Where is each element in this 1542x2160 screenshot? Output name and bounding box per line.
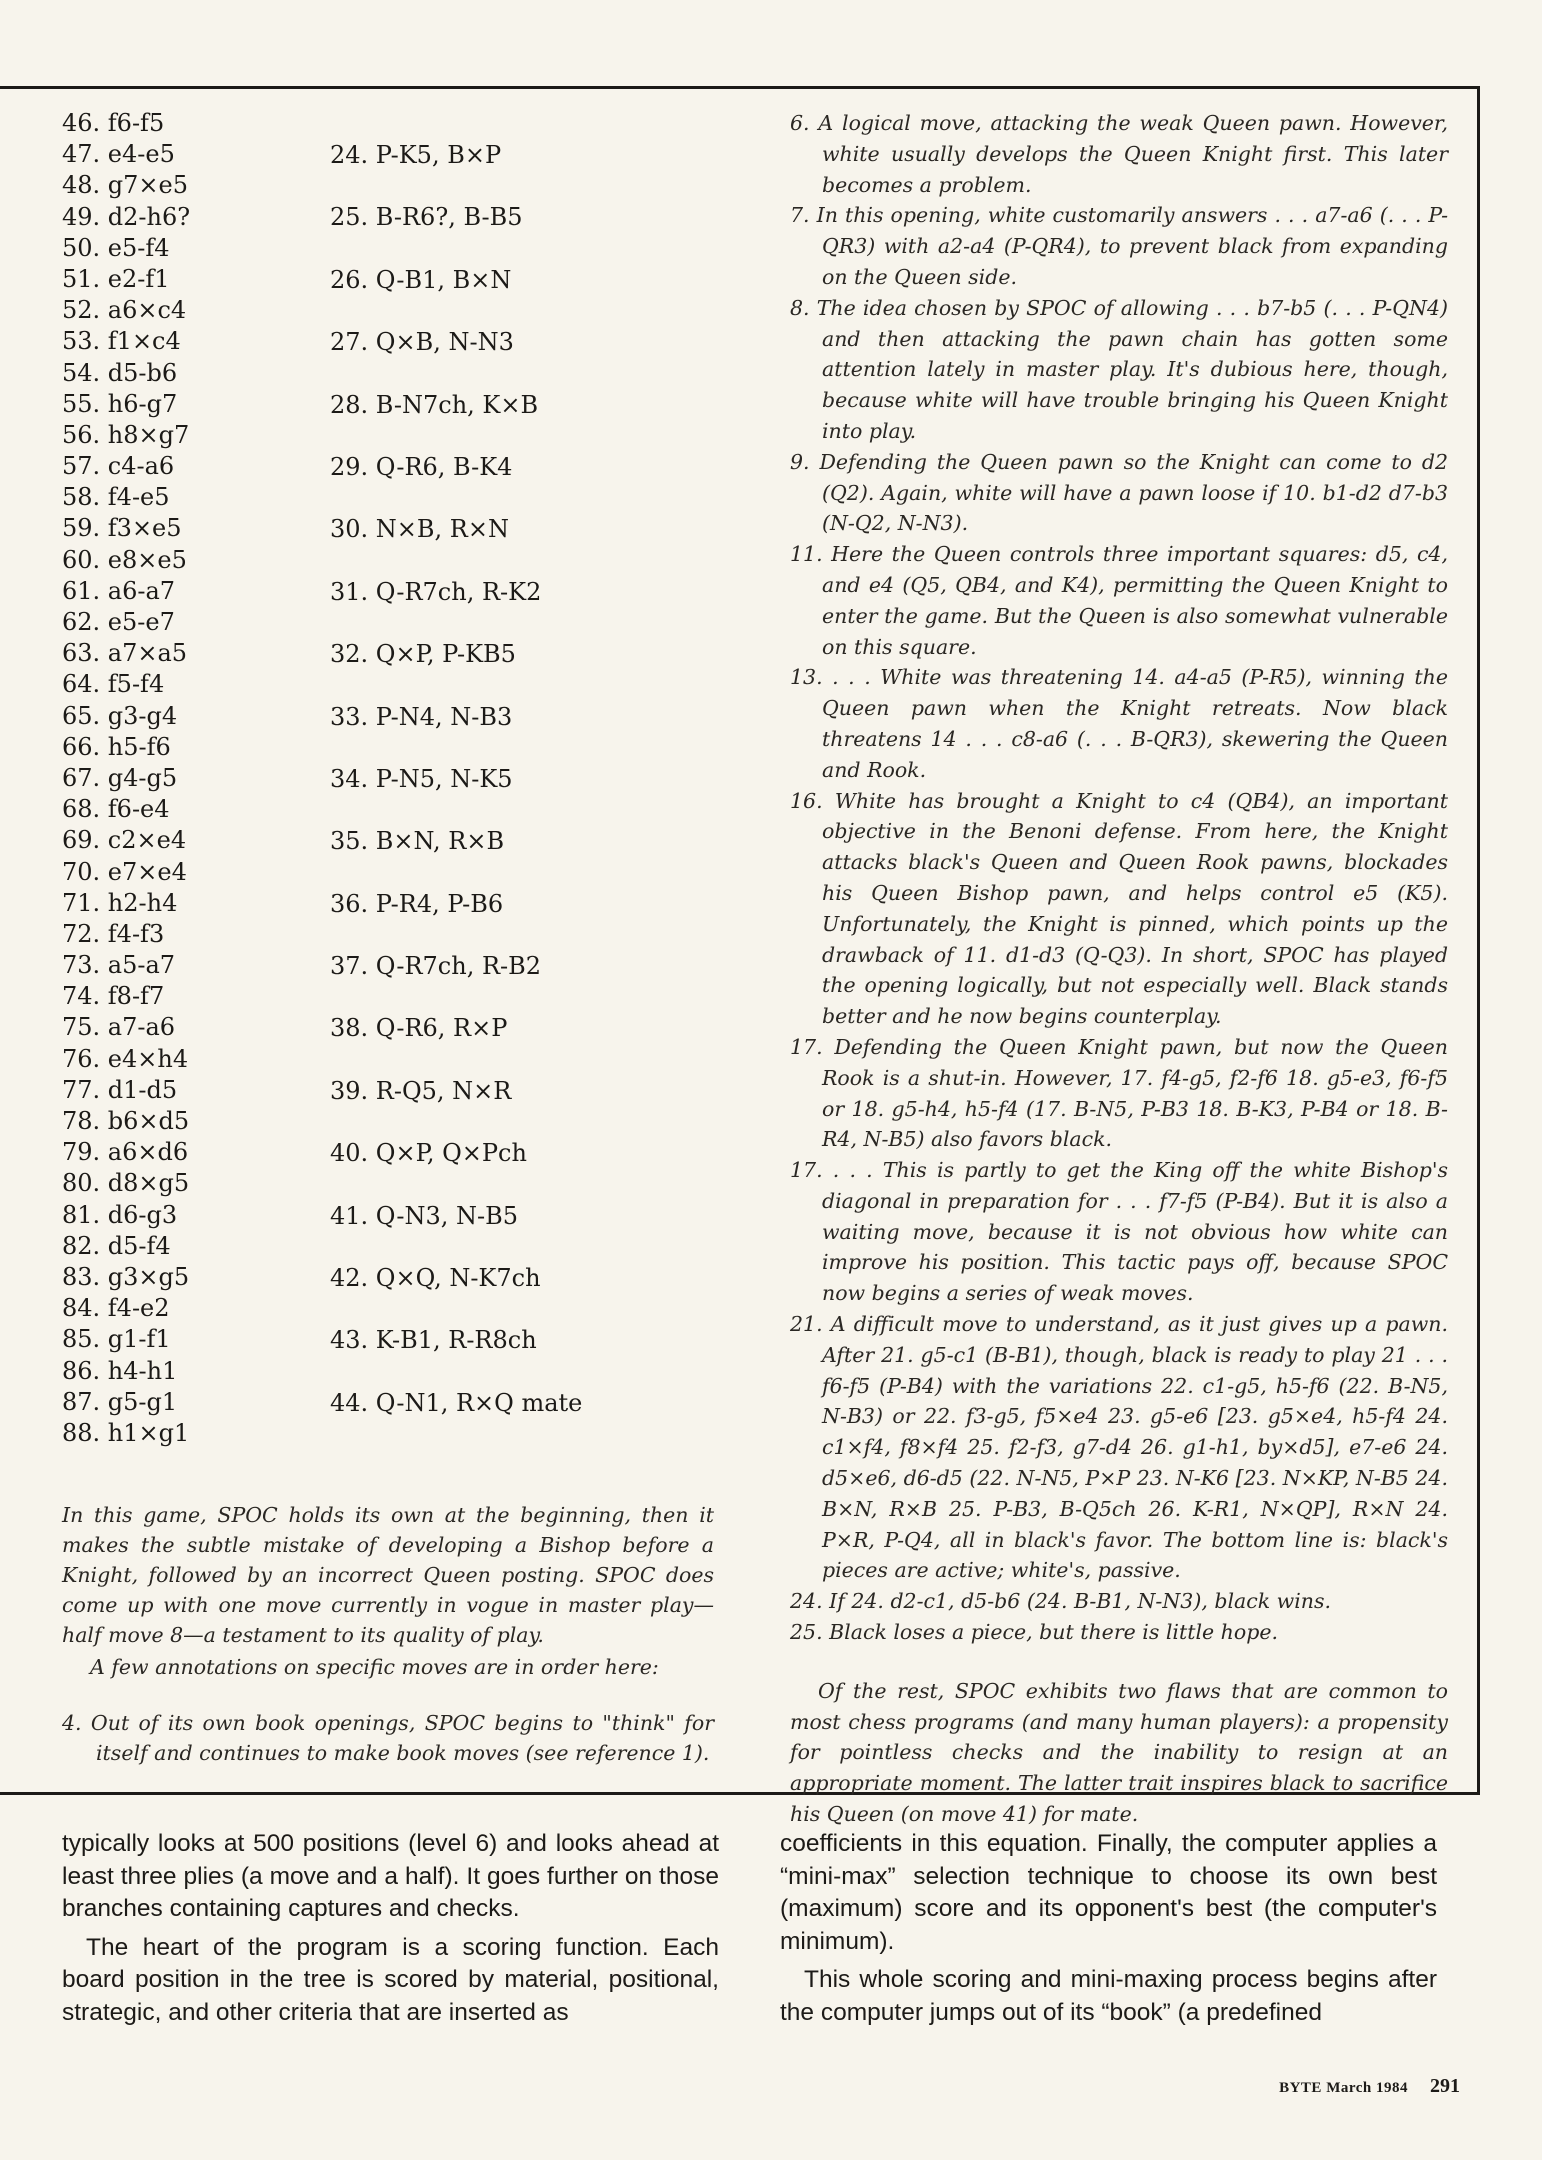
move-row: 52. a6×c4 <box>62 296 187 325</box>
move-row: 32. Q×P, P-KB5 <box>330 640 516 669</box>
move-row: 77. d1-d5 <box>62 1075 178 1104</box>
move-row: 74. f8-f7 <box>62 982 165 1011</box>
annotation-note: 8. The idea chosen by SPOC of allowing . . . b7-b5 (. . . P-QN4) and then attacking the pawn chain has gotten some attention lately in master play. It's dubious here, though, because white will have trouble bringing his Queen Knight into play. <box>790 295 1448 443</box>
move-row: 60. e8×e5 <box>62 545 187 574</box>
annotation-note: 7. In this opening, white customarily answers . . . a7-a6 (. . . P-QR3) with a2-a4 (P-QR4), to prevent black from expanding on the Queen side. <box>790 203 1448 289</box>
annotations-list <box>790 108 1448 1648</box>
move-row: 86. h4-h1 <box>62 1356 178 1385</box>
move-row: 43. K-B1, R-R8ch <box>330 1326 537 1355</box>
game-commentary <box>62 1500 714 1768</box>
move-row: 63. a7×a5 <box>62 639 188 668</box>
move-row: 46. f6-f5 <box>62 109 165 137</box>
page-footer <box>1220 2075 1460 2098</box>
move-row: 66. h5-f6 <box>62 732 171 761</box>
annotation-note: 17. Defending the Queen Knight pawn, but now the Queen Rook is a shut-in. However, 17. f4-g5, f2-f6 18. g5-e3, f6-f5 or 18. g5-h4, h5-f4 (17. B-N5, P-B3 18. B-K3, P-B4 or 18. B-R4, N-B5) also favors black. <box>790 1034 1448 1152</box>
move-row: 47. e4-e5 <box>62 140 175 169</box>
move-row: 53. f1×c4 <box>62 327 181 356</box>
annotation-note: 11. Here the Queen controls three important squares: d5, c4, and e4 (Q5, QB4, and K4), permitting the Queen Knight to enter the game. But the Queen is also somewhat vulnerable on this square. <box>790 542 1448 659</box>
move-row: 84. f4-e2 <box>62 1294 170 1323</box>
move-row: 37. Q-R7ch, R-B2 <box>330 952 542 981</box>
move-row: 62. e5-e7 <box>62 608 175 636</box>
move-row: 51. e2-f1 <box>62 264 170 293</box>
article-column-right <box>780 1828 1437 2029</box>
move-row: 88. h1×g1 <box>62 1418 190 1447</box>
move-row: 30. N×B, R×N <box>330 515 509 544</box>
move-row: 67. g4-g5 <box>62 763 178 792</box>
article-paragraph: typically looks at 500 positions (level 6) and looks ahead at least three plies (a move and a half). It goes further on those branches containing captures and checks. <box>62 1830 719 1922</box>
move-row: 35. B×N, R×B <box>330 827 505 856</box>
move-row: 39. R-Q5, N×R <box>330 1076 512 1105</box>
move-row: 80. d8×g5 <box>62 1169 190 1198</box>
article-column-left <box>62 1828 719 2029</box>
move-row: 33. P-N4, N-B3 <box>330 702 513 731</box>
move-row: 26. Q-B1, B×N <box>330 265 512 294</box>
move-row: 49. d2-h6? <box>62 202 191 231</box>
move-row: 56. h8×g7 <box>62 420 190 449</box>
right-rule <box>1477 86 1480 1795</box>
move-row: 68. f6-e4 <box>62 795 170 824</box>
commentary-paragraph: In this game, SPOC holds its own at the beginning, then it makes the subtle mistake of developing a Bishop before a Knight, followed by an incorrect Queen posting. SPOC does come up with one move currently in vogue in master play—half move 8—a testament to its quality of play. <box>62 1503 714 1647</box>
move-row: 69. c2×e4 <box>62 826 187 855</box>
move-row: 36. P-R4, P-B6 <box>330 889 504 918</box>
move-row: 28. B-N7ch, K×B <box>330 390 539 419</box>
move-row: 41. Q-N3, N-B5 <box>330 1201 519 1230</box>
move-row: 64. f5-f4 <box>62 670 165 699</box>
closing-paragraph: Of the rest, SPOC exhibits two flaws that are common to most chess programs (and many human players): a propensity for pointless checks and the inability to resign at an appropriate moment. The latter trait inspires black to sacrifice his Queen (on move 41) for mate. <box>790 1678 1448 1827</box>
full-moves-column <box>330 140 750 1450</box>
article-paragraph: This whole scoring and mini-maxing process begins after the computer jumps out of its “book” (a predefined <box>780 1966 1437 2026</box>
move-row: 34. P-N5, N-K5 <box>330 764 513 793</box>
move-row: 58. f4-e5 <box>62 483 170 512</box>
annotation-note: 21. A difficult move to understand, as it just gives up a pawn. After 21. g5-c1 (B-B1), though, black is ready to play 21 . . . f6-f5 (P-B4) with the variations 22. c1-g5, h5-f6 (22. B-N5, N-B3) or 22. f3-g5, f5×e4 23. g5-e6 [23. g5×e4, h5-f4 24. c1×f4, f8×f4 25. f2-f3, g7-d4 26. g1-h1, by×d5], e7-e6 24. d5×e6, d6-d5 (22. N-N5, P×P 23. N-K6 [23. N×KP, N-B5 24. B×N, R×B 25. P-B3, B-Q5ch 26. K-R1, N×QP], R×N 24. P×R, P-Q4, all in black's favor. The bottom line is: black's pieces are active; white's, passive. <box>790 1312 1448 1583</box>
annotation-note: 25. Black loses a piece, but there is little hope. <box>790 1620 1278 1645</box>
move-row: 82. d5-f4 <box>62 1231 171 1260</box>
move-row: 25. B-R6?, B-B5 <box>330 203 523 232</box>
page-number: 291 <box>1430 2075 1460 2097</box>
move-row: 29. Q-R6, B-K4 <box>330 452 513 481</box>
move-row: 31. Q-R7ch, R-K2 <box>330 577 542 606</box>
annotation-note: 17. . . . This is partly to get the King off the white Bishop's diagonal in preparation for . . . f7-f5 (P-B4). But it is also a waiting move, because it is not obvious how white can improve his position. This tactic pays off, because SPOC now begins a series of weak moves. <box>790 1158 1448 1306</box>
annotation-note: 9. Defending the Queen pawn so the Knight can come to d2 (Q2). Again, white will have a pawn loose if 10. b1-d2 d7-b3 (N-Q2, N-N3). <box>790 449 1448 536</box>
annotation-note: 4. Out of its own book openings, SPOC begins to "think" for itself and continues to make book moves (see reference 1). <box>62 1711 714 1765</box>
move-row: 50. e5-f4 <box>62 233 170 262</box>
white-moves-column <box>62 108 332 1449</box>
annotations-column <box>790 108 1448 1830</box>
move-row: 81. d6-g3 <box>62 1200 178 1229</box>
move-row: 83. g3×g5 <box>62 1262 190 1291</box>
move-row: 87. g5-g1 <box>62 1387 178 1416</box>
move-row: 42. Q×Q, N-K7ch <box>330 1264 541 1293</box>
move-row: 65. g3-g4 <box>62 701 178 730</box>
move-row: 59. f3×e5 <box>62 514 182 543</box>
move-row: 61. a6-a7 <box>62 576 176 605</box>
move-row: 24. P-K5, B×P <box>330 141 502 169</box>
commentary-paragraph: A few annotations on specific moves are in order here: <box>90 1655 659 1679</box>
move-row: 57. c4-a6 <box>62 452 175 481</box>
move-row: 40. Q×P, Q×Pch <box>330 1139 527 1168</box>
article-paragraph: coefficients in this equation. Finally, the computer applies a “mini-max” selection technique to choose its own best (maximum) score and its opponent's best (the computer's minimum). <box>780 1830 1437 1955</box>
top-rule <box>0 86 1480 89</box>
move-row: 73. a5-a7 <box>62 951 176 980</box>
move-row: 70. e7×e4 <box>62 857 187 886</box>
move-row: 48. g7×e5 <box>62 171 189 200</box>
move-row: 78. b6×d5 <box>62 1107 190 1135</box>
move-row: 75. a7-a6 <box>62 1013 176 1042</box>
move-row: 55. h6-g7 <box>62 389 178 418</box>
annotation-note: 24. If 24. d2-c1, d5-b6 (24. B-B1, N-N3), black wins. <box>790 1589 1332 1614</box>
annotation-note: 16. White has brought a Knight to c4 (QB4), an important objective in the Benoni defense. From here, the Knight attacks black's Queen and Queen Rook pawns, blockades his Queen Bishop pawn, and helps control e5 (K5). Unfortunately, the Knight is pinned, which points up the drawback of 11. d1-d3 (Q-Q3). In short, SPOC has played the opening logically, but not especially well. Black stands better and he now begins counterplay. <box>790 788 1448 1029</box>
article-paragraph: The heart of the program is a scoring function. Each board position in the tree is scored by material, positional, strategic, and other criteria that are inserted as <box>62 1933 719 2026</box>
move-row: 44. Q-N1, R×Q mate <box>330 1388 583 1417</box>
move-row: 76. e4×h4 <box>62 1044 189 1073</box>
magazine-issue: BYTE March 1984 <box>1279 2080 1408 2096</box>
move-row: 38. Q-R6, R×P <box>330 1014 508 1043</box>
move-row: 27. Q×B, N-N3 <box>330 328 514 357</box>
move-row: 72. f4-f3 <box>62 919 165 948</box>
move-row: 71. h2-h4 <box>62 888 178 917</box>
move-row: 85. g1-f1 <box>62 1325 171 1354</box>
annotation-note: 6. A logical move, attacking the weak Queen pawn. However, white usually develops the Queen Knight first. This later becomes a problem. <box>790 111 1448 197</box>
move-row: 79. a6×d6 <box>62 1138 189 1167</box>
annotation-note: 13. . . . White was threatening 14. a4-a5 (P-R5), winning the Queen pawn when the Knight retreats. Now black threatens 14 . . . c8-a6 (. . . B-QR3), skewering the Queen and Rook. <box>790 665 1448 782</box>
move-row: 54. d5-b6 <box>62 358 178 387</box>
